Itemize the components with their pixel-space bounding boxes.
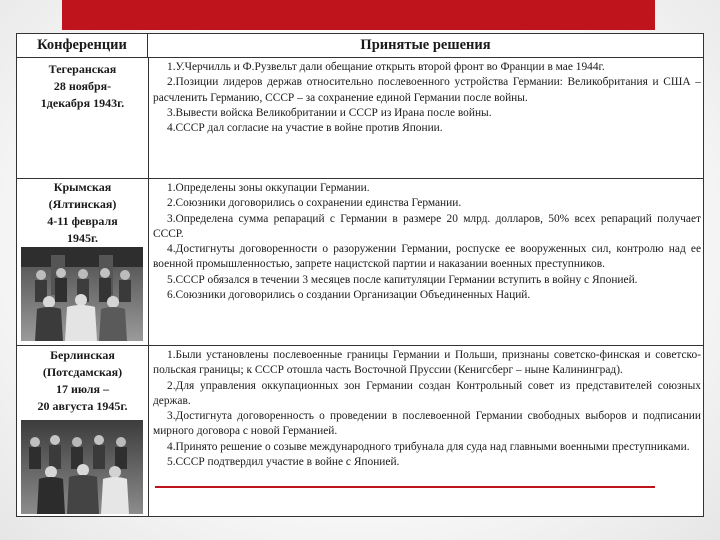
decision-item: 4.СССР дал согласие на участие в войне против Японии. <box>167 122 443 135</box>
decision-item: 2.Союзники договорились о сохранении единства Германии. <box>167 197 462 210</box>
conference-date-line: 1декабря 1943г. <box>40 96 125 110</box>
conference-name-line: Крымская <box>53 180 112 194</box>
conference-date-line: 20 августа 1945г. <box>37 399 128 413</box>
conference-potsdam-decisions <box>153 348 701 470</box>
accent-underline <box>155 486 655 488</box>
decision-item: 1.У.Черчилль и Ф.Рузвельт дали обещание открыть второй фронт во Франции в мае 1944г. <box>167 61 605 73</box>
conference-date-line: 28 ноября- <box>53 79 112 93</box>
conference-date-line: 17 июля – <box>55 382 109 396</box>
decision-item: 3.Достигнута договоренность о проведении в послевоенной Германии свободных выборов и подписании мирного договора с новой Германией. <box>153 410 701 438</box>
decision-item: 5.СССР подтвердил участие в войне с Японией. <box>167 456 400 469</box>
decision-item: 4.Достигнуты договоренности о разоружении Германии, роспуске ее вооруженных сил, контролю над ее военной промышленностью, запрете нацистской партии и наказании военных преступников. <box>153 243 701 271</box>
yalta-conference-photo <box>21 247 143 341</box>
decision-item: 4.Принято решение о созыве международного трибунала для суда над главными военными преступниками. <box>167 440 690 453</box>
conference-name-line: Берлинская <box>50 348 115 362</box>
conference-date-line: 1945г. <box>66 231 99 245</box>
header-decisions: Принятые решения <box>360 37 491 53</box>
decision-item: 2.Позиции лидеров держав относительно послевоенного устройства Германии: Великобритания и США – расчленить Германию, СССР – за сохранение единой Германии после войны. <box>153 76 701 104</box>
conference-potsdam-name <box>17 347 148 415</box>
conference-yalta-name <box>17 179 148 247</box>
table-header-row <box>17 34 703 58</box>
title-banner <box>62 0 655 30</box>
decision-item: 3.Вывести войска Великобритании и СССР из Ирана после войны. <box>167 106 492 119</box>
conferences-table <box>16 33 704 517</box>
decision-item: 2.Для управления оккупационных зон Германии создан Контрольный совет из представителей союзных держав. <box>153 379 701 407</box>
conference-name-line: (Ялтинская) <box>48 197 117 211</box>
conference-yalta-decisions <box>153 181 701 303</box>
conference-date-line: 4-11 февраля <box>47 214 118 228</box>
column-divider <box>148 57 149 516</box>
decision-item: 6.Союзники договорились о создании Организации Объединенных Наций. <box>167 289 531 302</box>
header-conferences: Конференции <box>17 34 148 57</box>
decision-item: 1.Были установлены послевоенные границы Германии и Польши, признаны советско-финская и советско-польская границы; к СССР отошла часть Восточной Пруссии (Кенигсберг – ныне Калининград). <box>153 349 701 377</box>
decision-item: 1.Определены зоны оккупации Германии. <box>167 182 370 194</box>
conference-tehran-decisions <box>153 60 701 136</box>
decision-item: 3.Определена сумма репараций с Германии в размере 20 млрд. долларов, 50% всех репараций получает СССР. <box>153 212 701 240</box>
conference-name-line: Тегеранская <box>48 62 117 76</box>
decision-item: 5.СССР обязался в течении 3 месяцев после капитуляции Германии вступить в войну с Японией. <box>167 273 638 286</box>
conference-name-line: (Потсдамская) <box>42 365 123 379</box>
conference-tehran-name <box>17 61 148 112</box>
row-divider-2 <box>17 345 703 346</box>
potsdam-conference-photo <box>21 420 143 514</box>
